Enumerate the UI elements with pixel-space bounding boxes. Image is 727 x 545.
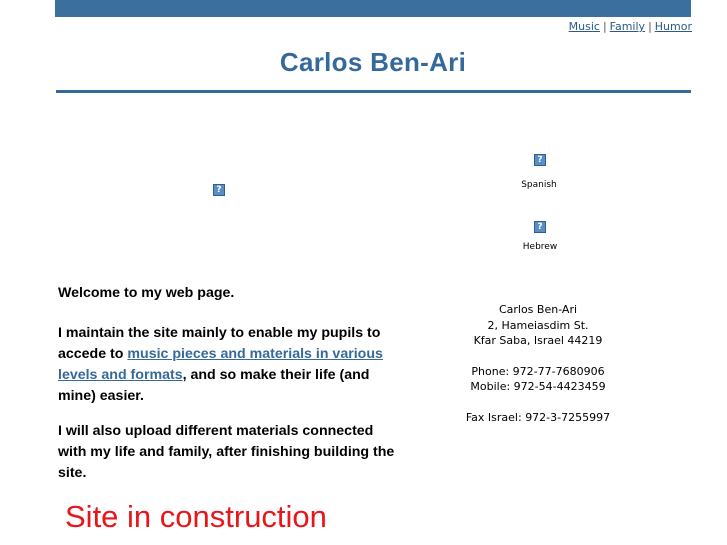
broken-image-icon: ? [213, 184, 225, 196]
page-title: Carlos Ben-Ari [279, 47, 467, 77]
intro-paragraph [58, 323, 398, 407]
spanish-flag-icon[interactable]: ? [534, 154, 546, 166]
contact-name: Carlos Ben-Ari [498, 303, 578, 316]
construction-notice: Site in construction [65, 499, 327, 534]
intro-text-end: , and so make their life (and mine) easier. [58, 367, 370, 404]
contact-city: Kfar Saba, Israel 44219 [473, 334, 603, 347]
nav-separator: | [648, 20, 652, 33]
top-nav [569, 20, 692, 33]
contact-info [448, 302, 628, 425]
language-link-hebrew[interactable]: Hebrew [522, 242, 558, 252]
contact-spacer [448, 395, 628, 410]
music-materials-link[interactable]: music pieces and materials in various levels and formats [58, 346, 383, 383]
contact-mobile: Mobile: 972-54-4423459 [470, 380, 606, 393]
hebrew-flag-icon[interactable]: ? [534, 221, 546, 233]
contact-fax: Fax Israel: 972-3-7255997 [465, 410, 611, 424]
contact-phone: Phone: 972-77-7680906 [471, 364, 605, 378]
language-link-spanish[interactable]: Spanish [521, 180, 557, 190]
contact-street: 2, Hameiasdim St. [487, 318, 589, 332]
nav-link-humor[interactable]: Humor [654, 20, 692, 33]
nav-link-family[interactable]: Family [609, 20, 646, 33]
title-divider [56, 90, 691, 93]
nav-link-music[interactable]: Music [568, 20, 600, 33]
header-bar [55, 0, 691, 17]
welcome-heading: Welcome to my web page. [58, 285, 235, 301]
welcome-section [58, 283, 398, 503]
nav-separator: | [602, 20, 607, 33]
intro-text-start: I maintain the site mainly to enable my pupils to accede to [58, 325, 381, 362]
upload-paragraph: I will also upload different materials connected with my life and family, after finishing building the site. [58, 423, 395, 481]
contact-spacer [448, 349, 628, 364]
